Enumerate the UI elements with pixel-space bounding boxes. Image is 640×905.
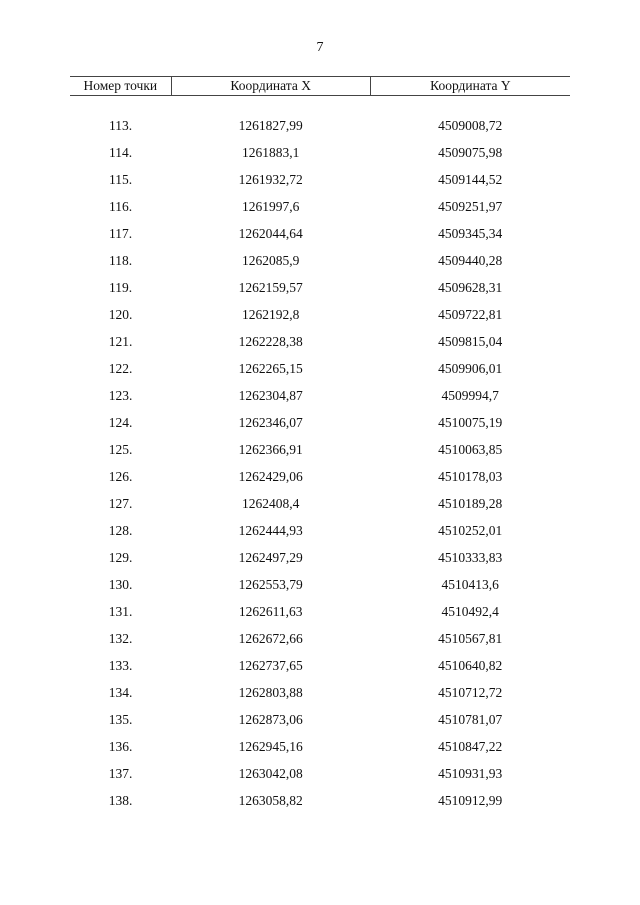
table-row: [70, 544, 570, 571]
table-row: [70, 382, 570, 409]
table-row: [70, 436, 570, 463]
cell-x: 1262159,57: [238, 279, 303, 295]
cell-point-number: 138.: [108, 792, 133, 808]
cell-y: 4510912,99: [438, 792, 503, 808]
cell-y: 4509345,34: [438, 225, 503, 241]
cell-x: 1262737,65: [238, 657, 303, 673]
table-row: [70, 247, 570, 274]
header-point-number: Номер точки: [70, 77, 171, 96]
cell-point-number: 128.: [108, 522, 133, 538]
table-header: [70, 77, 570, 96]
cell-point-number: 124.: [108, 414, 133, 430]
table-row: [70, 355, 570, 382]
header-row: [70, 77, 570, 96]
cell-y: 4510075,19: [438, 414, 503, 430]
cell-point-number: 119.: [108, 279, 133, 295]
cell-point-number: 134.: [108, 684, 133, 700]
cell-x: 1262497,29: [238, 549, 303, 565]
table-body: [70, 96, 570, 815]
cell-x: 1261827,99: [238, 117, 303, 133]
table-row: [70, 463, 570, 490]
table-row: [70, 652, 570, 679]
cell-y: 4510492,4: [441, 603, 499, 619]
cell-y: 4510712,72: [438, 684, 503, 700]
table-row: [70, 193, 570, 220]
cell-point-number: 120.: [108, 306, 133, 322]
table-row: [70, 517, 570, 544]
cell-x: 1262945,16: [238, 738, 303, 754]
cell-x: 1262873,06: [238, 711, 303, 727]
table-row: [70, 166, 570, 193]
cell-y: 4510063,85: [438, 441, 503, 457]
cell-x: 1263058,82: [238, 792, 303, 808]
cell-x: 1262192,8: [242, 306, 300, 322]
table-row: [70, 274, 570, 301]
cell-point-number: 121.: [108, 333, 133, 349]
table-row: [70, 679, 570, 706]
cell-x: 1262265,15: [238, 360, 303, 376]
cell-y: 4509144,52: [438, 171, 503, 187]
cell-point-number: 135.: [108, 711, 133, 727]
cell-x: 1262803,88: [238, 684, 303, 700]
cell-y: 4510847,22: [438, 738, 503, 754]
cell-y: 4510931,93: [438, 765, 503, 781]
cell-x: 1262429,06: [238, 468, 303, 484]
cell-x: 1262346,07: [238, 414, 303, 430]
cell-point-number: 132.: [108, 630, 133, 646]
cell-y: 4510567,81: [438, 630, 503, 646]
cell-point-number: 113.: [108, 117, 133, 133]
table-row: [70, 733, 570, 760]
coordinates-table: [70, 76, 570, 814]
cell-point-number: 125.: [108, 441, 133, 457]
cell-point-number: 137.: [108, 765, 133, 781]
cell-point-number: 136.: [108, 738, 133, 754]
header-coordinate-x: Координата X: [171, 77, 370, 96]
cell-point-number: 122.: [108, 360, 133, 376]
cell-point-number: 129.: [108, 549, 133, 565]
cell-point-number: 117.: [108, 225, 133, 241]
table-row: [70, 409, 570, 436]
header-coordinate-y: Координата Y: [370, 77, 570, 96]
cell-x: 1262366,91: [238, 441, 303, 457]
cell-y: 4509251,97: [438, 198, 503, 214]
cell-y: 4510252,01: [438, 522, 503, 538]
cell-point-number: 115.: [108, 171, 133, 187]
table-row: [70, 220, 570, 247]
cell-x: 1262044,64: [238, 225, 303, 241]
cell-y: 4509075,98: [438, 144, 503, 160]
table-row: [70, 760, 570, 787]
cell-x: 1262304,87: [238, 387, 303, 403]
cell-y: 4509008,72: [438, 117, 503, 133]
cell-x: 1262085,9: [242, 252, 300, 268]
cell-y: 4509628,31: [438, 279, 503, 295]
cell-y: 4509906,01: [438, 360, 503, 376]
table-row: [70, 490, 570, 517]
cell-x: 1262672,66: [238, 630, 303, 646]
cell-y: 4510413,6: [441, 576, 499, 592]
table-row: [70, 598, 570, 625]
cell-x: 1262444,93: [238, 522, 303, 538]
cell-y: 4510189,28: [438, 495, 503, 511]
cell-y: 4509994,7: [441, 387, 499, 403]
cell-point-number: 116.: [108, 198, 133, 214]
cell-y: 4510781,07: [438, 711, 503, 727]
cell-point-number: 126.: [108, 468, 133, 484]
cell-x: 1262408,4: [242, 495, 300, 511]
table-row: [70, 787, 570, 814]
table-row: [70, 139, 570, 166]
page-number: 7: [316, 40, 324, 55]
cell-x: 1261932,72: [238, 171, 303, 187]
cell-point-number: 114.: [108, 144, 133, 160]
cell-x: 1262611,63: [238, 603, 303, 619]
cell-x: 1261883,1: [242, 144, 300, 160]
cell-point-number: 131.: [108, 603, 133, 619]
cell-point-number: 118.: [108, 252, 133, 268]
table-row: [70, 301, 570, 328]
table-row: [70, 625, 570, 652]
cell-x: 1263042,08: [238, 765, 303, 781]
table-row: [70, 706, 570, 733]
table-spacer: [70, 96, 570, 113]
cell-point-number: 133.: [108, 657, 133, 673]
cell-point-number: 127.: [108, 495, 133, 511]
cell-x: 1262553,79: [238, 576, 303, 592]
cell-point-number: 123.: [108, 387, 133, 403]
table-row: [70, 328, 570, 355]
table-row: [70, 571, 570, 598]
table-row: [70, 112, 570, 139]
cell-y: 4509815,04: [438, 333, 503, 349]
cell-y: 4509722,81: [438, 306, 503, 322]
cell-y: 4510640,82: [438, 657, 503, 673]
cell-y: 4509440,28: [438, 252, 503, 268]
cell-y: 4510333,83: [438, 549, 503, 565]
cell-x: 1262228,38: [238, 333, 303, 349]
cell-y: 4510178,03: [438, 468, 503, 484]
cell-point-number: 130.: [108, 576, 133, 592]
cell-x: 1261997,6: [242, 198, 300, 214]
